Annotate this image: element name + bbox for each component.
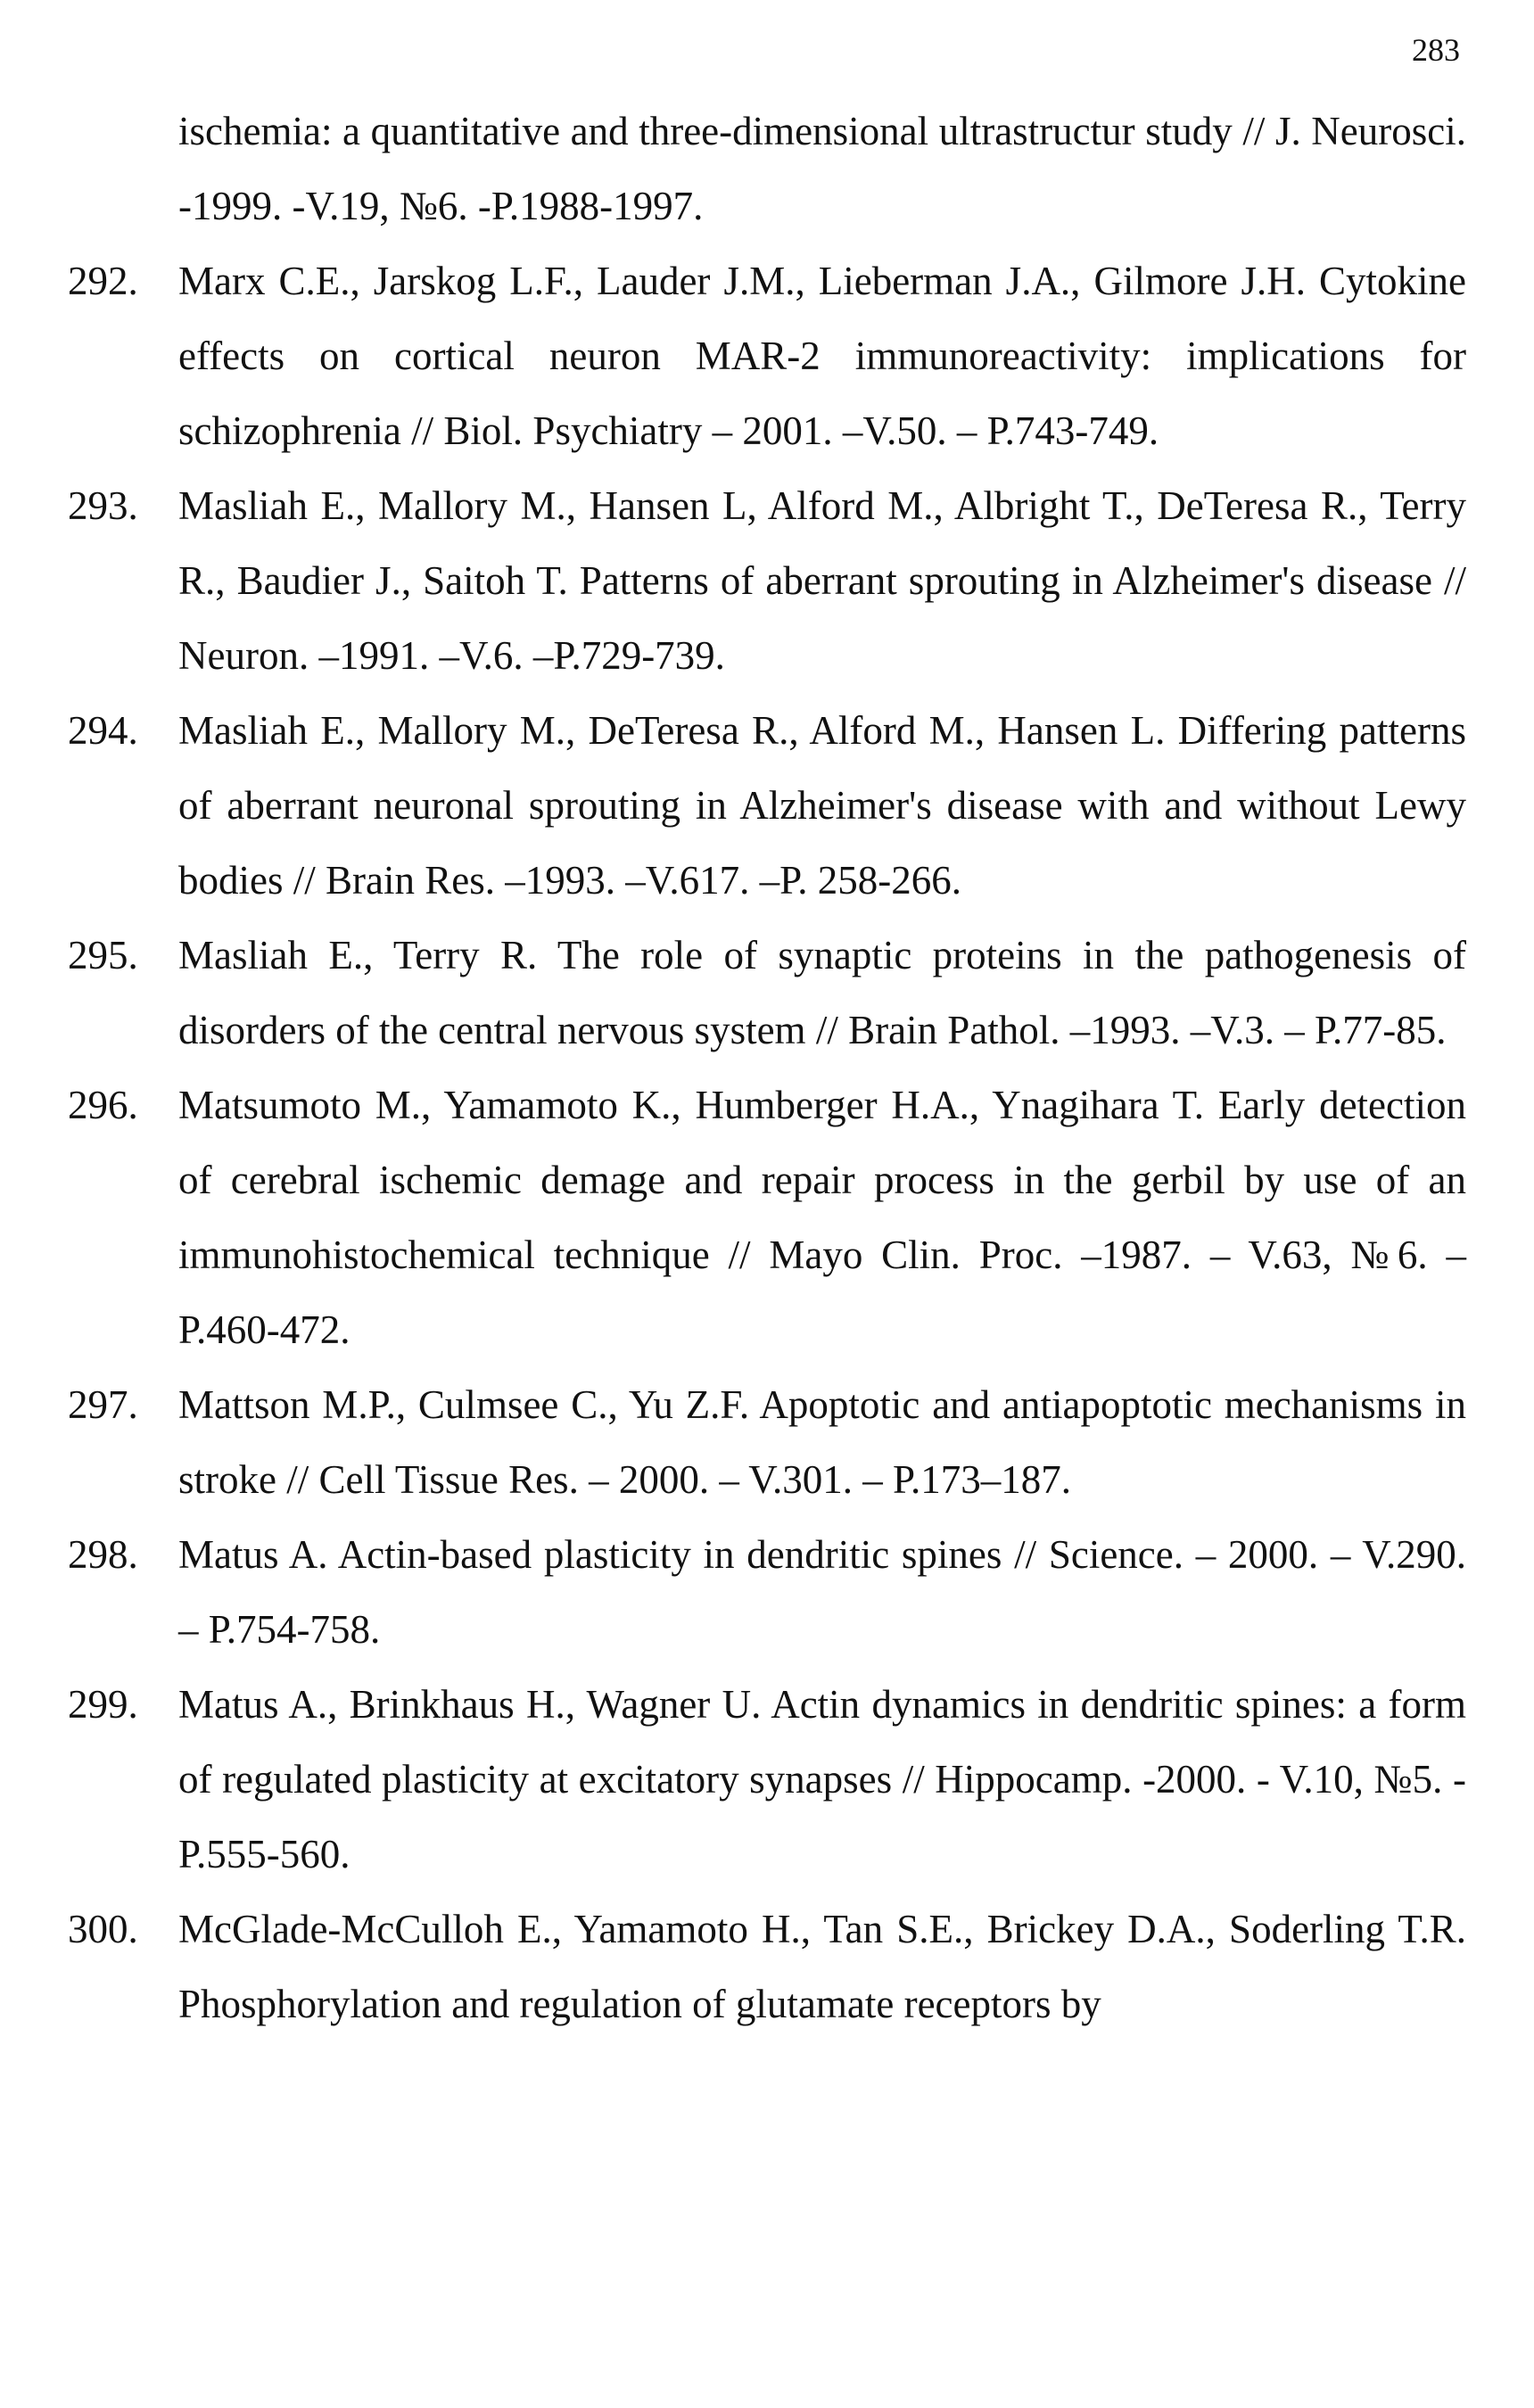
reference-text: Masliah E., Mallory M., DeTeresa R., Alford M., Hansen L. Differing patterns of aberrant neuronal sprouting in Alzheimer's disease with and without Lewy bodies // Brain Res. –1993. –V.617. –P. 258-266. [178,708,1466,903]
reference-number: 297. [68,1382,138,1427]
reference-entry-297 [68,1367,1466,1517]
reference-entry-296 [68,1068,1466,1367]
reference-text: ischemia: a quantitative and three-dimensional ultrastructur study // J. Neurosci. -1999. -V.19, №6. -P.1988-1997. [178,109,1466,228]
reference-number: 294. [68,708,138,753]
reference-text: Matsumoto M., Yamamoto K., Humberger H.A., Ynagihara T. Early detection of cerebral ischemic demage and repair process in the gerbil by use of an immunohistochemical technique // Mayo Clin. Proc. –1987. – V.63, №6. –P.460-472. [178,1083,1466,1352]
reference-entry-295 [68,918,1466,1068]
page-number: 283 [1412,32,1460,68]
reference-entry-294 [68,693,1466,918]
reference-entry-300 [68,1892,1466,2041]
reference-number: 293. [68,483,138,528]
reference-entry-299 [68,1667,1466,1892]
reference-number: 295. [68,933,138,977]
reference-text: Marx C.E., Jarskog L.F., Lauder J.M., Lieberman J.A., Gilmore J.H. Cytokine effects on cortical neuron MAR-2 immunoreactivity: implications for schizophrenia // Biol. Psychiatry – 2001. –V.50. – P.743-749. [178,259,1466,453]
reference-number: 300. [68,1907,138,1951]
reference-entry-293 [68,468,1466,693]
reference-text: Mattson M.P., Culmsee C., Yu Z.F. Apoptotic and antiapoptotic mechanisms in stroke // Cell Tissue Res. – 2000. – V.301. – P.173–187. [178,1382,1466,1502]
reference-text: Matus A. Actin-based plasticity in dendritic spines // Science. – 2000. – V.290. – P.754-758. [178,1532,1466,1652]
reference-number: 292. [68,259,138,303]
reference-entry-continued [68,94,1466,243]
reference-text: Masliah E., Mallory M., Hansen L, Alford M., Albright T., DeTeresa R., Terry R., Baudier J., Saitoh T. Patterns of aberrant sprouting in Alzheimer's disease // Neuron. –1991. –V.6. –P.729-739. [178,483,1466,678]
reference-number: 296. [68,1083,138,1127]
reference-text: Masliah E., Terry R. The role of synaptic proteins in the pathogenesis of disorders of the central nervous system // Brain Pathol. –1993. –V.3. – P.77-85. [178,933,1466,1052]
reference-text: McGlade-McCulloh E., Yamamoto H., Tan S.E., Brickey D.A., Soderling T.R. Phosphorylation and regulation of glutamate receptors by [178,1907,1466,2026]
reference-number: 298. [68,1532,138,1577]
reference-entry-298 [68,1517,1466,1667]
reference-text: Matus A., Brinkhaus H., Wagner U. Actin dynamics in dendritic spines: a form of regulated plasticity at excitatory synapses // Hippocamp. -2000. - V.10, №5. -P.555-560. [178,1682,1466,1876]
reference-entry-292 [68,243,1466,468]
reference-list [68,94,1466,2041]
reference-number: 299. [68,1682,138,1727]
